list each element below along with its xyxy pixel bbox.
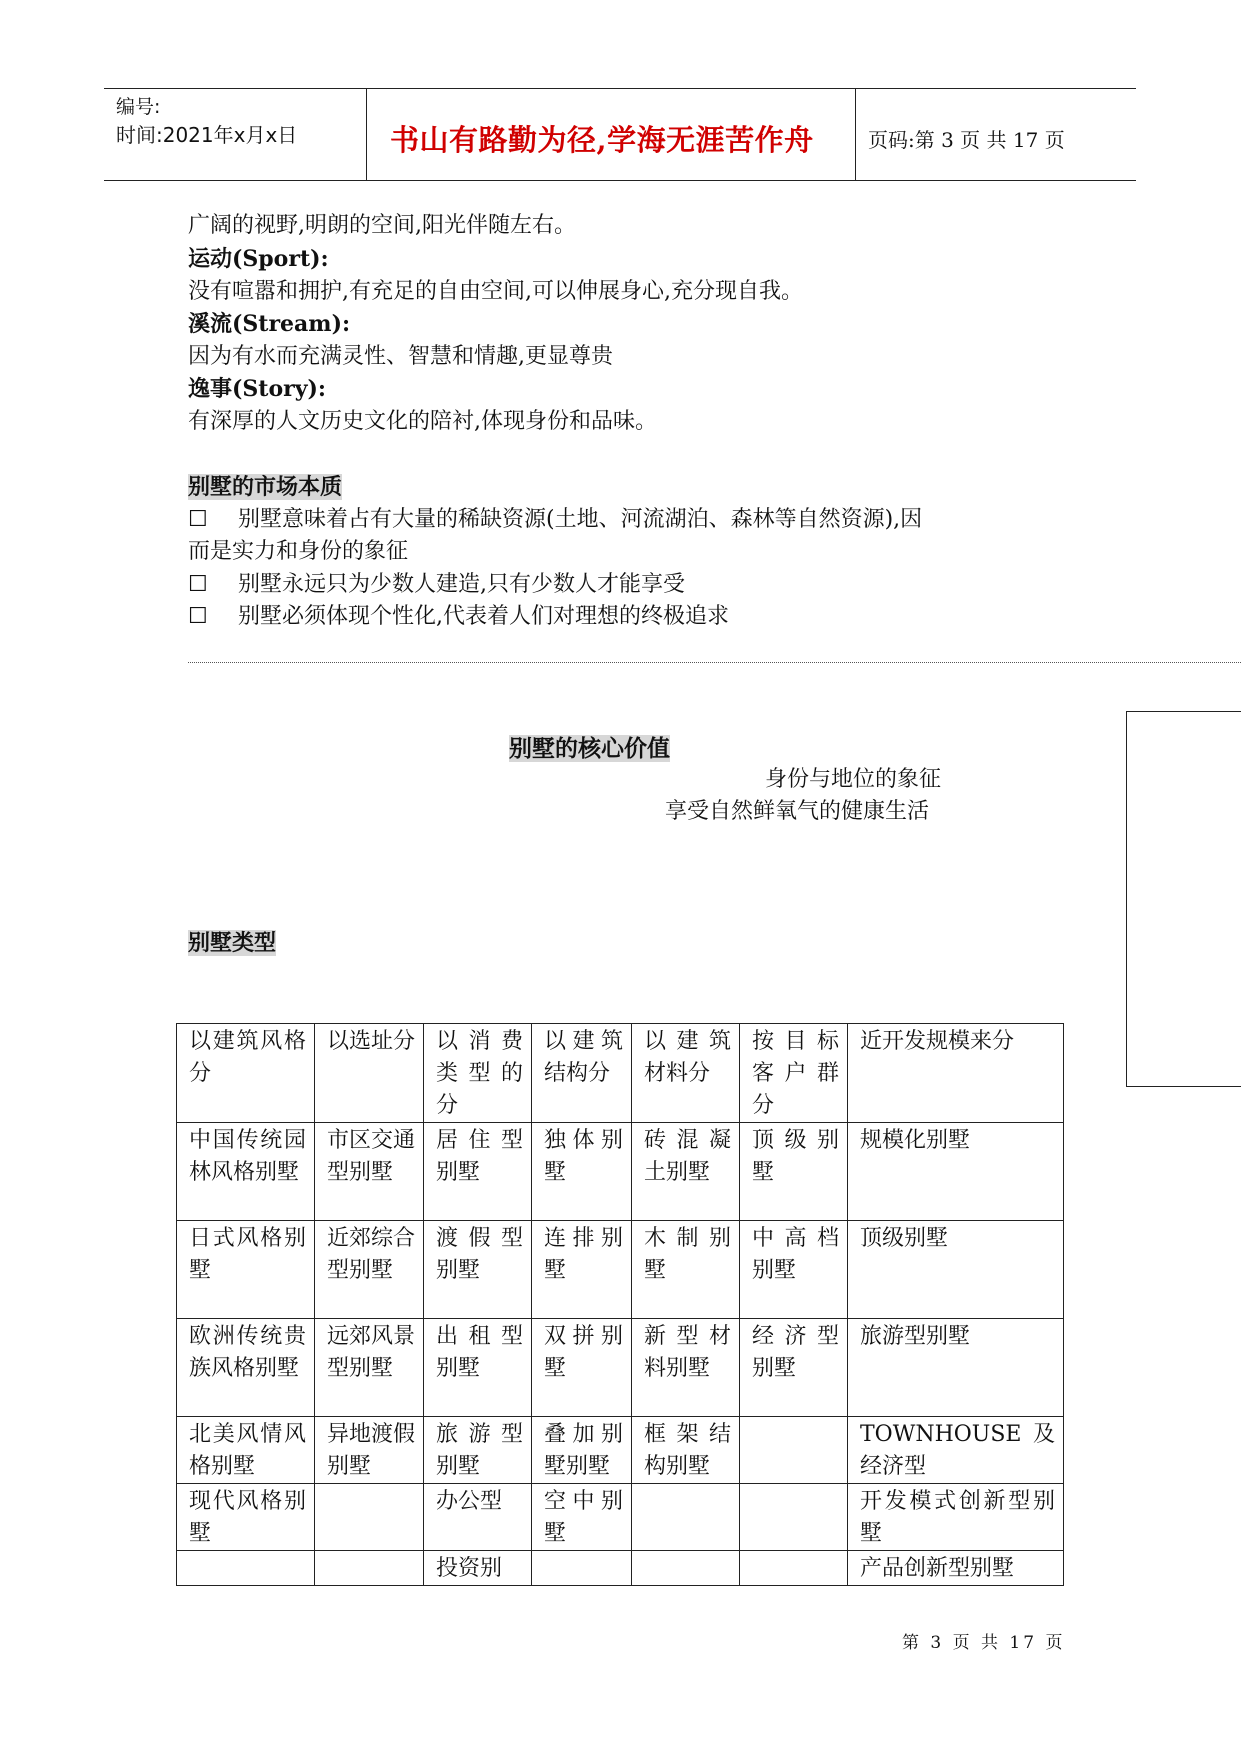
market-item-text: 别墅永远只为少数人建造,只有少数人才能享受 <box>238 572 685 597</box>
table-cell: 近郊综合型别墅 <box>315 1221 424 1319</box>
market-item-text: 别墅必须体现个性化,代表着人们对理想的终极追求 <box>238 604 729 629</box>
table-cell: 中国传统园林风格别墅 <box>177 1123 315 1221</box>
table-cell: 双拼别墅 <box>532 1319 632 1417</box>
table-cell <box>740 1551 848 1586</box>
header-page-label: 页码:第 3 页 共 17 页 <box>868 128 1065 152</box>
table-cell: 投资别 <box>424 1551 532 1586</box>
core-value-line-1: 身份与地位的象征 <box>765 767 942 792</box>
table-row <box>177 1319 1064 1417</box>
market-item-1-continued: 而是实力和身份的象征 <box>188 539 409 564</box>
table-header-row <box>177 1024 1064 1123</box>
table-cell: 连排别墅 <box>532 1221 632 1319</box>
table-cell: 砖混凝土别墅 <box>632 1123 740 1221</box>
types-title-text: 别墅类型 <box>188 930 277 956</box>
table-cell <box>740 1484 848 1551</box>
table-cell: 居住型别墅 <box>424 1123 532 1221</box>
core-value-line-2: 享受自然鲜氧气的健康生活 <box>665 799 930 824</box>
header-motto: 书山有路勤为径,学海无涯苦作舟 <box>390 123 814 157</box>
table-cell: 北美风情风格别墅 <box>177 1417 315 1484</box>
table-cell <box>315 1551 424 1586</box>
table-cell: 市区交通型别墅 <box>315 1123 424 1221</box>
table-cell: 中高档别墅 <box>740 1221 848 1319</box>
table-header-cell: 近开发规模来分 <box>848 1024 1064 1123</box>
table-header-cell: 以建筑风格分 <box>177 1024 315 1123</box>
table-cell <box>315 1484 424 1551</box>
section-text-sport: 没有喧嚣和拥护,有充足的自由空间,可以伸展身心,充分现自我。 <box>188 279 803 304</box>
table-header-cell: 以建筑结构分 <box>532 1024 632 1123</box>
types-title <box>188 927 276 960</box>
page-footer: 第 3 页 共 17 页 <box>902 1633 1066 1653</box>
table-cell <box>632 1484 740 1551</box>
core-value-title-text: 别墅的核心价值 <box>509 735 670 762</box>
header-divider-right <box>855 88 856 181</box>
table-cell: 渡假型别墅 <box>424 1221 532 1319</box>
table-cell <box>532 1551 632 1586</box>
table-cell: 出租型别墅 <box>424 1319 532 1417</box>
market-item-text: 别墅意味着占有大量的稀缺资源(土地、河流湖泊、森林等自然资源),因 <box>238 507 923 532</box>
section-heading-stream: 溪流(Stream): <box>188 311 351 337</box>
market-item-2 <box>188 569 685 601</box>
table-cell: 产品创新型别墅 <box>848 1551 1064 1586</box>
header-number-label: 编号: <box>116 96 161 118</box>
table-cell: 现代风格别墅 <box>177 1484 315 1551</box>
table-cell: 顶级别墅 <box>740 1123 848 1221</box>
section-heading-story: 逸事(Story): <box>188 376 327 402</box>
header-time-label: 时间:2021年x月x日 <box>116 123 298 147</box>
table-cell: 欧洲传统贵族风格别墅 <box>177 1319 315 1417</box>
market-item-1 <box>188 504 922 536</box>
table-cell: 经济型别墅 <box>740 1319 848 1417</box>
table-row <box>177 1417 1064 1484</box>
market-title <box>188 471 342 504</box>
header-divider-left <box>366 88 367 181</box>
table-cell: 框架结构别墅 <box>632 1417 740 1484</box>
market-item-3 <box>188 601 729 633</box>
villa-types-table <box>176 1023 1064 1586</box>
table-row <box>177 1123 1064 1221</box>
checkbox-icon: ☐ <box>188 572 208 597</box>
table-cell: 办公型 <box>424 1484 532 1551</box>
table-cell <box>177 1551 315 1586</box>
section-heading-sport: 运动(Sport): <box>188 246 329 272</box>
table-cell: 规模化别墅 <box>848 1123 1064 1221</box>
table-cell: 叠加别墅别墅 <box>532 1417 632 1484</box>
table-header-cell: 以消费类型的分 <box>424 1024 532 1123</box>
table-row <box>177 1551 1064 1586</box>
table-cell: 顶级别墅 <box>848 1221 1064 1319</box>
table-header-cell: 按目标客户群分 <box>740 1024 848 1123</box>
table-cell: 日式风格别墅 <box>177 1221 315 1319</box>
section-text-story: 有深厚的人文历史文化的陪衬,体现身份和品味。 <box>188 409 657 434</box>
header-bottom-rule <box>104 180 1136 181</box>
table-cell: 远郊风景型别墅 <box>315 1319 424 1417</box>
market-title-text: 别墅的市场本质 <box>188 474 343 500</box>
table-row <box>177 1484 1064 1551</box>
table-header-cell: 以建筑材料分 <box>632 1024 740 1123</box>
dotted-separator <box>188 662 1241 663</box>
intro-line: 广阔的视野,明朗的空间,阳光伴随左右。 <box>188 213 576 238</box>
table-cell: 新型材料别墅 <box>632 1319 740 1417</box>
checkbox-icon: ☐ <box>188 507 208 532</box>
table-header-cell: 以选址分 <box>315 1024 424 1123</box>
table-cell: TOWNHOUSE 及经济型 <box>848 1417 1064 1484</box>
core-value-title <box>509 733 670 765</box>
table-cell: 木制别墅 <box>632 1221 740 1319</box>
table-cell: 异地渡假别墅 <box>315 1417 424 1484</box>
side-frame <box>1126 711 1241 1087</box>
table-cell: 独体别墅 <box>532 1123 632 1221</box>
table-cell: 旅游型别墅 <box>424 1417 532 1484</box>
table-cell <box>740 1417 848 1484</box>
table-cell: 空中别墅 <box>532 1484 632 1551</box>
table-cell: 开发模式创新型别墅 <box>848 1484 1064 1551</box>
checkbox-icon: ☐ <box>188 604 208 629</box>
section-text-stream: 因为有水而充满灵性、智慧和情趣,更显尊贵 <box>188 344 613 369</box>
table-cell: 旅游型别墅 <box>848 1319 1064 1417</box>
table-cell <box>632 1551 740 1586</box>
header-top-rule <box>104 88 1136 89</box>
table-row <box>177 1221 1064 1319</box>
